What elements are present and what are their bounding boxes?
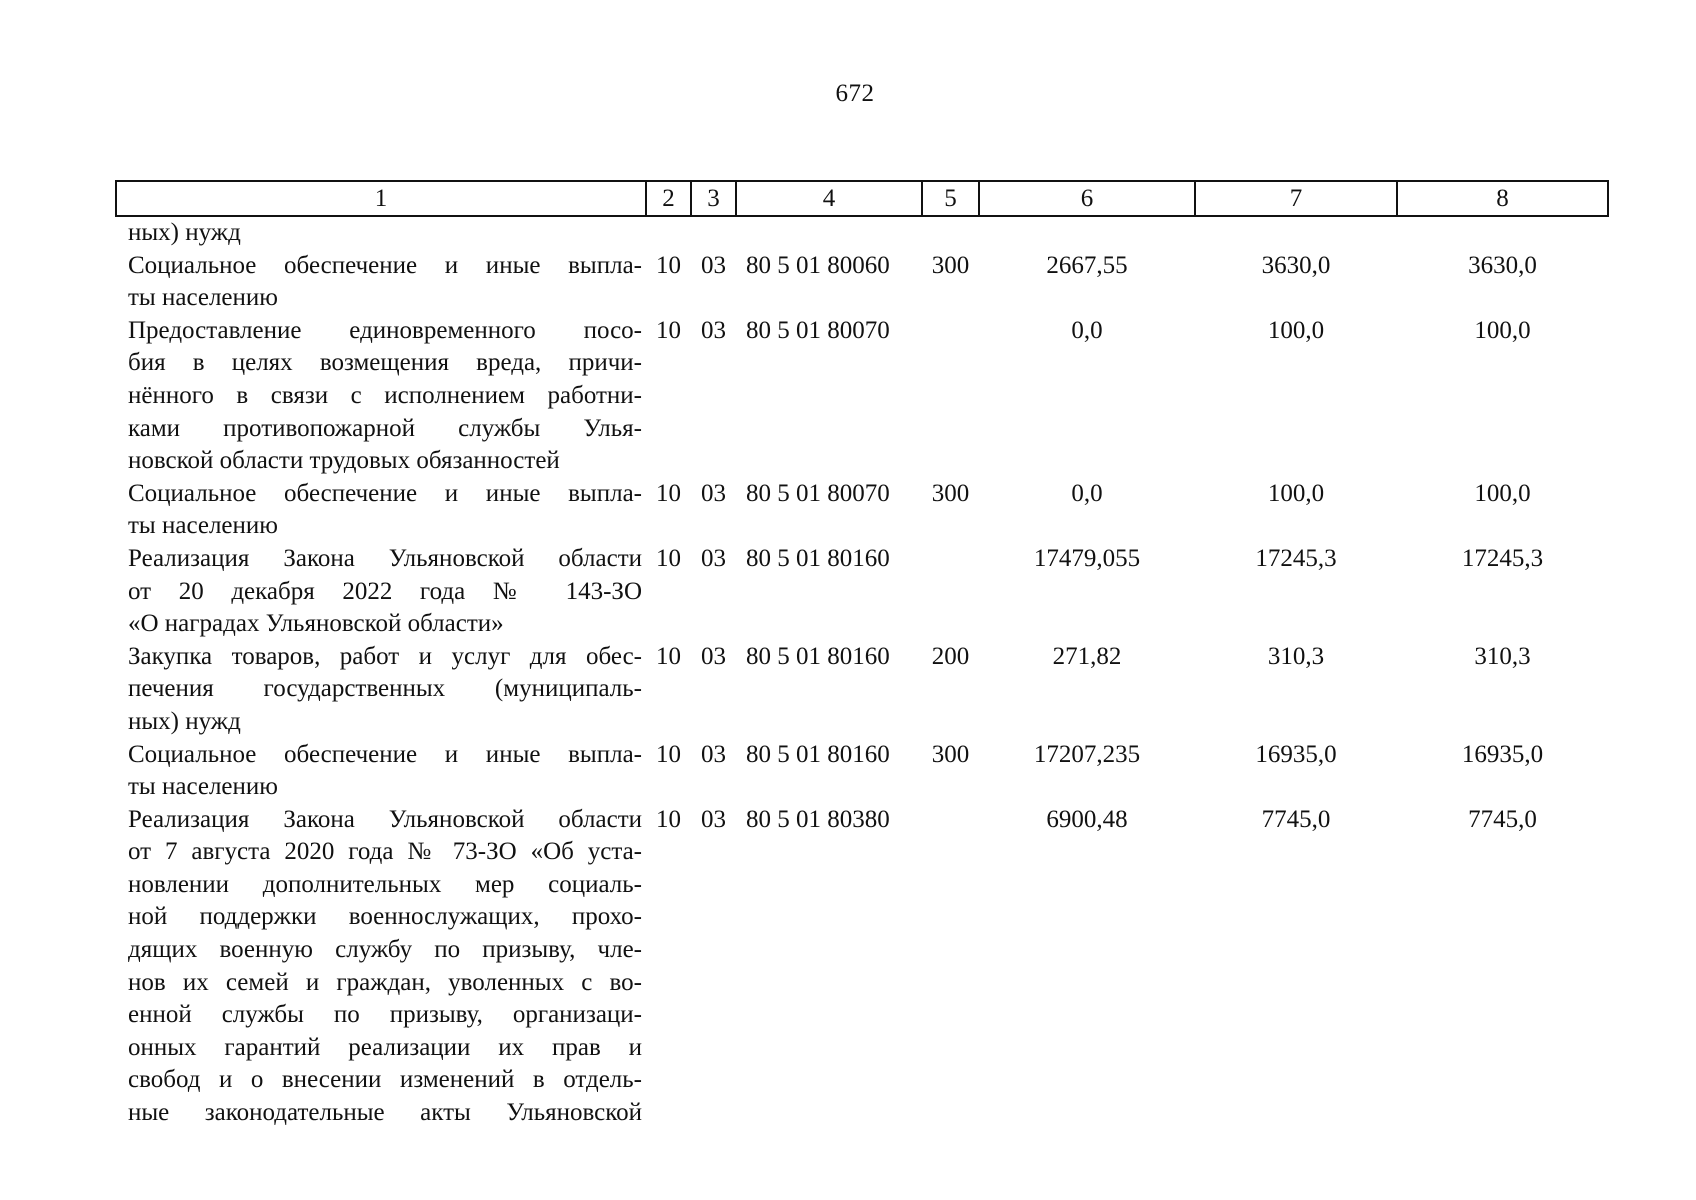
description-line: ты населению: [128, 284, 278, 312]
description-line: «О наградах Ульяновской области»: [128, 610, 504, 638]
amount-col-7: 16935,0: [1255, 740, 1337, 768]
expense-type-code: [922, 216, 979, 250]
target-article-code: 80 5 01 80060: [746, 251, 890, 279]
expense-type-code: [922, 315, 979, 478]
amount-col-8: 100,0: [1474, 316, 1531, 344]
header-col-1: 1: [116, 181, 646, 216]
amount-col-8: 16935,0: [1461, 740, 1544, 768]
table-row: [116, 641, 1608, 739]
subsection-code: 03: [701, 740, 726, 768]
table-row: [116, 804, 1608, 1130]
header-row: [116, 181, 1608, 216]
amount-col-7: [1195, 216, 1397, 250]
description-line: ты населению: [128, 773, 278, 801]
amount-col-7: 3630,0: [1261, 251, 1331, 279]
amount-col-6: [979, 216, 1195, 250]
subsection-code: 03: [701, 544, 726, 572]
amount-col-8: 7745,0: [1468, 805, 1537, 833]
section-code: 10: [656, 479, 681, 507]
description-line: печения государственных (муниципаль-: [128, 675, 642, 703]
target-article-code: 80 5 01 80160: [746, 740, 890, 768]
table-body: [116, 216, 1608, 1130]
section-code: 10: [656, 740, 681, 768]
row-description: [116, 216, 646, 250]
description-line: от 20 декабря 2022 года № 143-ЗО: [128, 577, 642, 605]
amount-col-6: 0,0: [1071, 479, 1103, 507]
header-col-2: 2: [646, 181, 691, 216]
table-row: [116, 216, 1608, 250]
row-description: [116, 804, 646, 1130]
amount-col-6: 17207,235: [1033, 740, 1141, 768]
table-row: [116, 543, 1608, 641]
amount-col-7: 17245,3: [1255, 544, 1337, 572]
description-line: ные законодательные акты Ульяновской: [128, 1099, 642, 1127]
description-line: ками противопожарной службы Улья-: [128, 414, 642, 442]
subsection-code: 03: [701, 479, 726, 507]
expense-type-code: [922, 804, 979, 1130]
table-row: [116, 250, 1608, 315]
subsection-code: 03: [701, 805, 726, 833]
target-article-code: 80 5 01 80380: [746, 805, 890, 833]
description-line: Социальное обеспечение и иные выпла-: [128, 479, 642, 507]
description-line: енной службы по призыву, организаци-: [128, 1001, 642, 1029]
header-col-6: 6: [979, 181, 1195, 216]
row-description: [116, 641, 646, 739]
description-line: ты населению: [128, 512, 278, 540]
target-article-code: 80 5 01 80160: [746, 642, 890, 670]
row-description: [116, 315, 646, 478]
amount-col-8: [1397, 216, 1608, 250]
header-col-7: 7: [1195, 181, 1397, 216]
target-article-code: 80 5 01 80160: [746, 544, 890, 572]
amount-col-8: 310,3: [1474, 642, 1531, 670]
description-line: Реализация Закона Ульяновской области: [128, 805, 642, 833]
description-line: ной поддержки военнослужащих, прохо-: [128, 903, 642, 931]
subsection-code: 03: [701, 642, 726, 670]
amount-col-6: 0,0: [1071, 316, 1103, 344]
section-code: 10: [656, 316, 681, 344]
amount-col-6: 2667,55: [1046, 251, 1128, 279]
row-description: [116, 250, 646, 315]
amount-col-8: 3630,0: [1468, 251, 1537, 279]
description-line: новской области трудовых обязанностей: [128, 447, 560, 475]
subsection-code: 03: [701, 251, 726, 279]
budget-table: [115, 180, 1609, 1130]
description-line: Предоставление единовременного посо-: [128, 316, 642, 344]
row-description: [116, 478, 646, 543]
amount-col-8: 17245,3: [1461, 544, 1544, 572]
amount-col-7: 7745,0: [1261, 805, 1331, 833]
description-line: Социальное обеспечение и иные выпла-: [128, 251, 642, 279]
amount-col-8: 100,0: [1474, 479, 1531, 507]
description-line: свобод и о внесении изменений в отдель-: [128, 1066, 642, 1094]
description-line: Закупка товаров, работ и услуг для обес-: [128, 642, 642, 670]
table-row: [116, 478, 1608, 543]
header-col-5: 5: [922, 181, 979, 216]
expense-type-code: 300: [931, 251, 970, 279]
table-row: [116, 739, 1608, 804]
subsection-code: 03: [701, 316, 726, 344]
description-line: Реализация Закона Ульяновской области: [128, 544, 642, 572]
header-col-3: 3: [691, 181, 736, 216]
amount-col-6: 6900,48: [1046, 805, 1128, 833]
target-article-code: [736, 216, 922, 250]
amount-col-7: 100,0: [1267, 479, 1325, 507]
row-description: [116, 543, 646, 641]
expense-type-code: 200: [931, 642, 970, 670]
amount-col-6: 271,82: [1052, 642, 1122, 670]
section-code: [646, 216, 691, 250]
section-code: 10: [656, 805, 681, 833]
target-article-code: 80 5 01 80070: [746, 316, 890, 344]
section-code: 10: [656, 642, 681, 670]
section-code: 10: [656, 251, 681, 279]
section-code: 10: [656, 544, 681, 572]
header-col-4: 4: [736, 181, 922, 216]
subsection-code: [691, 216, 736, 250]
table-row: [116, 315, 1608, 478]
description-line: ных) нужд: [128, 707, 241, 735]
expense-type-code: 300: [931, 740, 970, 768]
amount-col-6: 17479,055: [1033, 544, 1141, 572]
description-line: новлении дополнительных мер социаль-: [128, 870, 642, 898]
description-line: бия в целях возмещения вреда, причи-: [128, 349, 642, 377]
description-line: Социальное обеспечение и иные выпла-: [128, 740, 642, 768]
description-line: дящих военную службу по призыву, чле-: [128, 936, 642, 964]
expense-type-code: [922, 543, 979, 641]
table-header: [116, 181, 1608, 216]
description-line: нов их семей и граждан, уволенных с во-: [128, 968, 642, 996]
amount-col-7: 100,0: [1267, 316, 1325, 344]
budget-table-container: [115, 180, 1607, 1130]
target-article-code: 80 5 01 80070: [746, 479, 890, 507]
amount-col-7: 310,3: [1267, 642, 1325, 670]
description-line: онных гарантий реализации их прав и: [128, 1033, 642, 1061]
description-line: от 7 августа 2020 года № 73-ЗО «Об уста-: [128, 838, 642, 866]
description-line: нённого в связи с исполнением работни-: [128, 381, 642, 409]
expense-type-code: 300: [931, 479, 970, 507]
row-description: [116, 739, 646, 804]
description-line: ных) нужд: [128, 219, 241, 246]
page-number: 672: [835, 80, 875, 107]
header-col-8: 8: [1397, 181, 1608, 216]
